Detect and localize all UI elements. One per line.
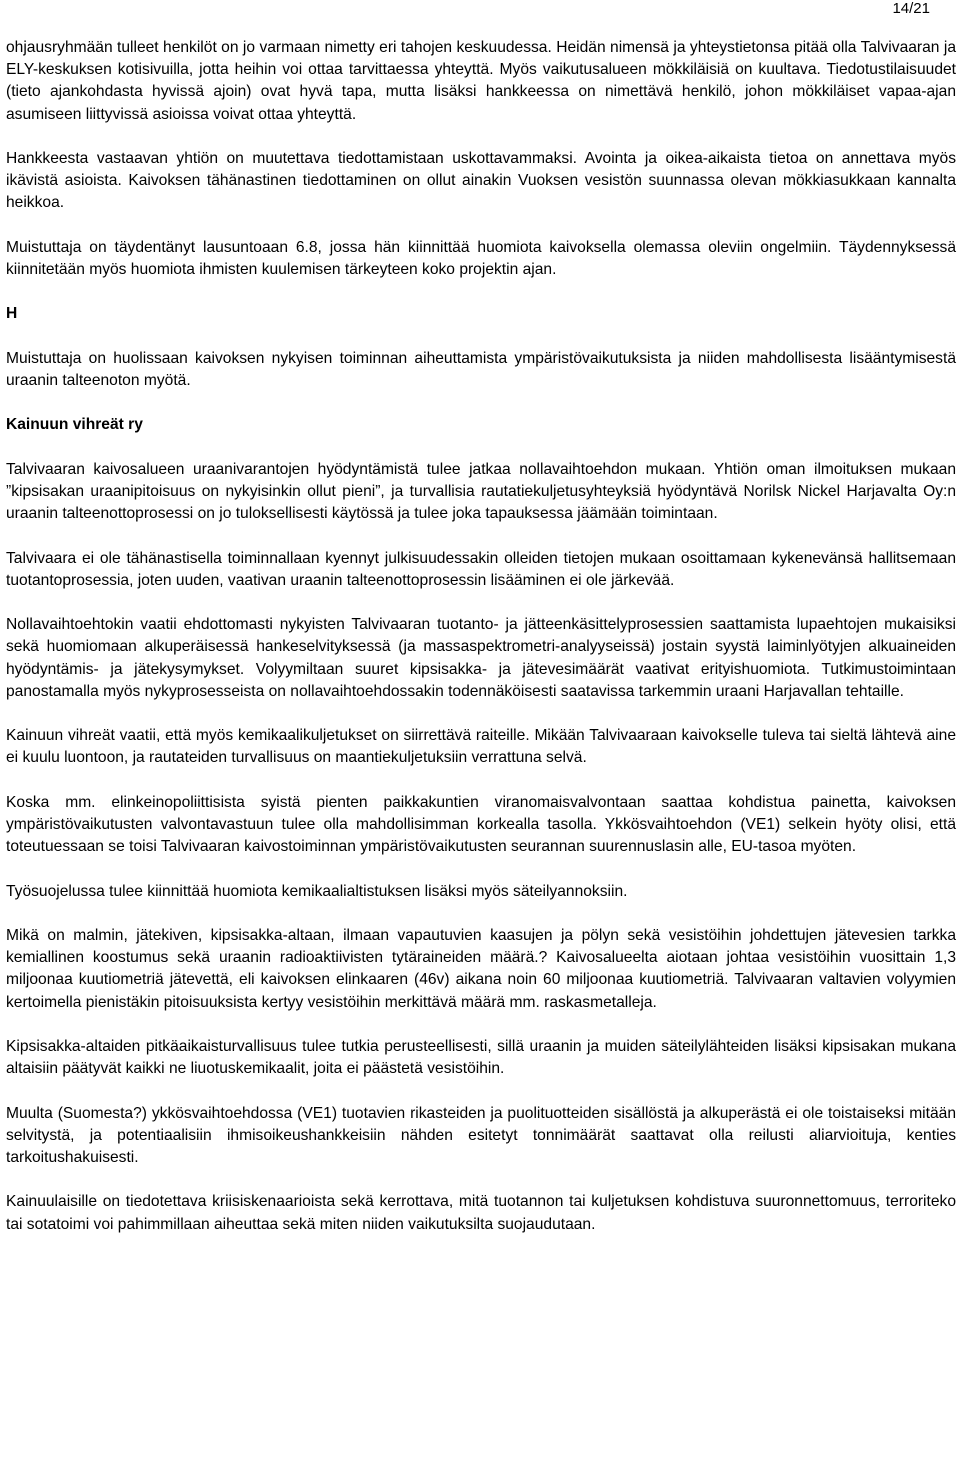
paragraph-talvivaara-ei-ole: Talvivaara ei ole tähänastisella toiminnallaan kyennyt julkisuudessakin olleiden tietojen mukaan osoittamaan kykenevänsä hallitsemaan tuotantoprosessia, joten uuden, vaativan uraanin talteenottoprosessin lisääminen ei ole järkevää. bbox=[6, 549, 956, 589]
paragraph-muistuttaja-huolissaan: Muistuttaja on huolissaan kaivoksen nykyisen toiminnan aiheuttamista ympäristövaikutuksista ja niiden mahdollisesta lisääntymisestä uraanin talteenoton myötä. bbox=[6, 349, 956, 389]
paragraph-kemikaalikuljetukset: Kainuun vihreät vaatii, että myös kemikaalikuljetukset on siirrettävä raiteille. Mikään Talvivaaraan kaivokselle tuleva tai sieltä lähtevä aine ei kuulu luontoon, ja rautateiden turvallisuus on maantiekuljetuksiin verrattuna selvä. bbox=[6, 727, 956, 767]
section-heading-kainuun-vihreat: Kainuun vihreät ry bbox=[6, 416, 143, 434]
document-body bbox=[6, 37, 956, 1258]
paragraph-kriisiskenaariot: Kainuulaisille on tiedotettava kriisiskenaarioista sekä kerrottava, mitä tuotannon tai kuljetuksen kohdistuva suuronnettomuus, terroriteko tai sotatoimi voi pahimmillaan aiheuttaa sekä miten niiden vaikutuksilta suojaudutaan. bbox=[6, 1193, 956, 1233]
paragraph-nollavaihtoehto: Nollavaihtoehtokin vaatii ehdottomasti nykyisten Talvivaaran tuotanto- ja jätteenkäsittelyprosessien saattamista lupaehtojen mukaisiksi sekä huomiomaan alkuperäisessä hankeselvityksessä (ja massaspektrometri-analyyseissä) jostain syystä laiminlyötyjen alkuaineiden hyödyntämis- ja jätekysymykset. Volyymiltaan suuret kipsisakka- ja jätevesimäärät vaativat erityishuomiota. Tutkimustoimintaan panostamalla myös nykyprosesseista on nollavaihtoehdossakin todennäköisesti saatavissa tarkemmin uraani Harjavallan tehtaille. bbox=[6, 616, 956, 700]
paragraph-viranomaisvalvonta: Koska mm. elinkeinopoliittisista syistä pienten paikkakuntien viranomaisvalvontaan saattaa kohdistua painetta, kaivoksen ympäristövaikutusten valvontavastuun tulee olla mahdollisimman korkealla tasolla. Ykkösvaihtoehdon (VE1) selkein hyöty olisi, että toteutuessaan se toisi Talvivaaran kaivostoiminnan ympäristövaikutusten seurannan suurennuslasin alle, EU-tasoa myöten. bbox=[6, 793, 956, 856]
paragraph-muistuttaja-taydentanyt: Muistuttaja on täydentänyt lausuntoaan 6.8, jossa hän kiinnittää huomiota kaivoksella olemassa oleviin ongelmiin. Täydennyksessä kiinnitetään myös huomiota ihmisten kuulemisen tärkeyteen koko projektin ajan. bbox=[6, 238, 956, 278]
paragraph-koostumus: Mikä on malmin, jätekiven, kipsisakka-altaan, ilmaan vapautuvien kaasujen ja pölyn sekä vesistöihin johdettujen jätevesien tarkka kemiallinen koostumus sekä uraanin radioaktiivisten tytäraineiden määrä.? Kaivosalueelta aiotaan johtaa vesistöihin vuosittain 1,3 miljoonaa kuutiometriä jätevettä, eli kaivoksen elinkaaren (46v) aikana noin 60 miljoonaa kuutiometriä. Talvivaaran valtavien volyymien kertoimella pienistäkin pitoisuuksista kertyy vesistöihin merkittävä määrä mm. raskasmetalleja. bbox=[6, 926, 956, 1011]
paragraph-ohjausryhma: ohjausryhmään tulleet henkilöt on jo varmaan nimetty eri tahojen keskuudessa. Heidän nimensä ja yhteystietonsa pitää olla Talvivaaran ja ELY-keskuksen kotisivuilla, jotta heihin voi ottaa tarvittaessa yhteyttä. Myös vaikutusalueen mökkiläisiä on kuultava. Tiedotustilaisuudet (tieto ajankohdasta hyvissä ajoin) ovat hyvä tapa, mutta lisäksi hankkeessa on nimettävä henkilö, johon mökkiläiset vapaa-ajan asumiseen liittyvissä asioissa voivat ottaa yhteyttä. bbox=[6, 39, 956, 123]
paragraph-hankkeesta-vastaavan: Hankkeesta vastaavan yhtiön on muutettava tiedottamistaan uskottavammaksi. Avointa ja oikea-aikaista tietoa on annettava myös ikävistä asioista. Kaivoksen tähänastinen tiedottaminen on ollut ainakin Vuoksen vesistön suunnassa olevan mökkiasukkaan kannalta heikkoa. bbox=[6, 150, 956, 212]
paragraph-tyosuojelu: Työsuojelussa tulee kiinnittää huomiota kemikaalialtistuksen lisäksi myös säteilyannoksiin. bbox=[6, 882, 628, 900]
paragraph-rikasteet: Muulta (Suomesta?) ykkösvaihtoehdossa (VE1) tuotavien rikasteiden ja puolituotteiden sisällöstä ja alkuperästä ei ole toistaiseksi mitään selvitystä, ja potentiaalisiin ihmisoikeushankkeisiin nähden esitetyt tonnimäärät saattavat olla reilusti aliarvioituja, kenties tarkoitushakuisesti. bbox=[6, 1104, 956, 1166]
section-heading-h: H bbox=[6, 305, 18, 323]
paragraph-uraanivarannot: Talvivaaran kaivosalueen uraanivarantojen hyödyntämistä tulee jatkaa nollavaihtoehdon mukaan. Yhtiön oman ilmoituksen mukaan ”kipsisakan uraanipitoisuus on nykyisinkin ollut pieni”, ja turvallisia rautatiekuljetusyhteyksiä hyödyntävä Norilsk Nickel Harjavalta Oy:n uraanin talteenottoprosessi on jo tuloksellisesti käytössä ja tulee joka tapauksessa jäämään toimintaan. bbox=[6, 460, 956, 523]
page-number: 14/21 bbox=[892, 0, 930, 17]
paragraph-kipsisakka-altaat: Kipsisakka-altaiden pitkäaikaisturvallisuus tulee tutkia perusteellisesti, sillä uraanin ja muiden säteilylähteiden lisäksi kipsisakan mukana altaisiin päätyvät kaikki ne liuotuskemikaalit, joita ei päästetä vesistöihin. bbox=[6, 1037, 956, 1078]
